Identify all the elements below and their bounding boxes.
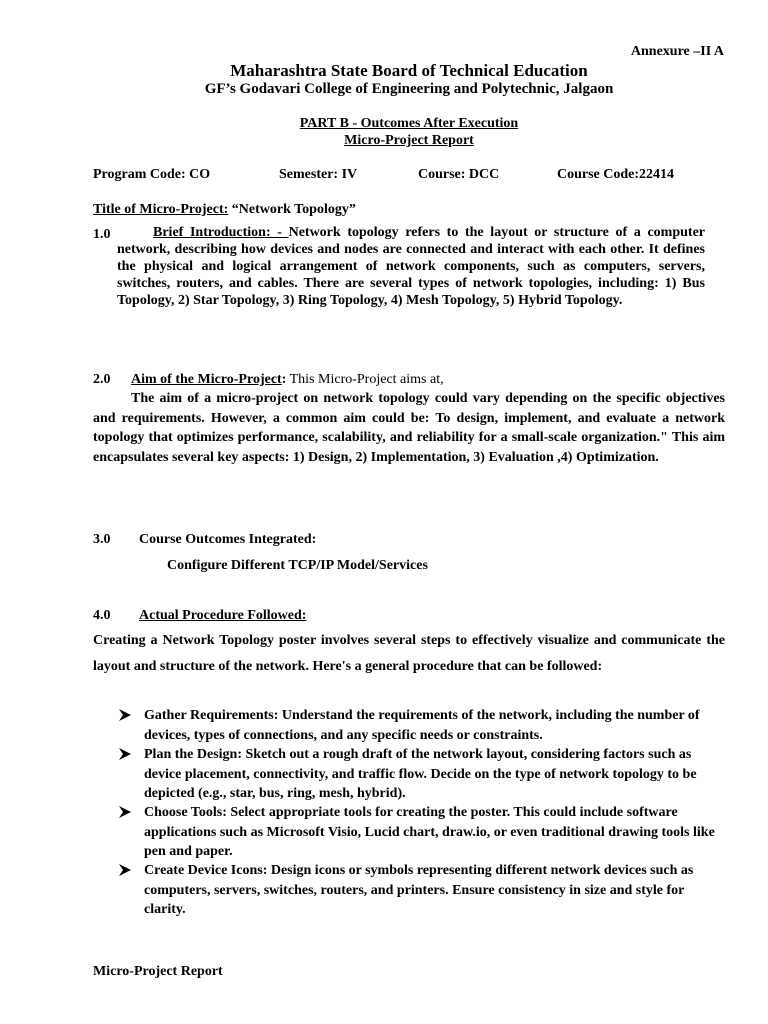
list-item: [118, 745, 728, 804]
section-1-heading: Brief Introduction: -: [153, 225, 289, 240]
arrowhead-bullet-icon: [118, 861, 132, 879]
title-value: “Network Topology”: [228, 202, 356, 217]
course-outcome: Configure Different TCP/IP Model/Services: [167, 558, 428, 573]
report-title: Micro-Project Report: [344, 133, 474, 148]
section-1-text: Network topology refers to the layout or structure of a computer network, describing how devices and nodes are connected and interact with each other. It defines the physical and logical arrangement of network components, such as computers, servers, switches, routers, and cables. There are several types of network topologies, including: 1) Bus Topology, 2) Star Topology, 3) Ring Topology, 4) Mesh Topology, 5) Hybrid Topology.: [117, 225, 705, 308]
college-name: GF’s Godavari College of Engineering and Polytechnic, Jalgaon: [204, 81, 614, 97]
section-4-number: 4.0: [93, 608, 111, 623]
board-title: Maharashtra State Board of Technical Education: [230, 61, 588, 80]
section-2-heading-line: [131, 371, 444, 388]
section-3-heading: Course Outcomes Integrated:: [139, 532, 317, 547]
title-label: Title of Micro-Project:: [93, 202, 229, 217]
bullet-text: Plan the Design: Sketch out a rough draft of the network layout, considering factors such as device placement, connectivity, and traffic flow. Decide on the type of network topology to be depicted (e.g., star, bus, ring, mesh, hybrid).: [144, 747, 697, 801]
section-2-colon: :: [281, 372, 287, 387]
course: Course: DCC: [418, 167, 500, 182]
program-code: Program Code: CO: [93, 167, 211, 182]
section-1-body: [117, 224, 705, 309]
section-1-number: 1.0: [93, 227, 111, 242]
section-3-number: 3.0: [93, 532, 111, 547]
section-2-text: The aim of a micro-project on network topology could vary depending on the specific objectives and requirements. However, a common aim could be: To design, implement, and evaluate a network topology that optimizes performance, scalability, and reliability for a small-scale organization." This aim encapsulates several key aspects: 1) Design, 2) Implementation, 3) Evaluation ,4) Optimization.: [93, 391, 725, 465]
micro-project-title: [93, 201, 356, 218]
part-heading: PART B - Outcomes After Execution: [299, 116, 519, 131]
page-footer: Micro-Project Report: [93, 964, 223, 979]
bullet-text: Gather Requirements: Understand the requirements of the network, including the number of devices, types of connections, and any specific needs or constraints.: [144, 708, 700, 743]
section-4-heading: Actual Procedure Followed:: [139, 608, 307, 623]
arrowhead-bullet-icon: [118, 803, 132, 821]
arrowhead-bullet-icon: [118, 706, 132, 724]
arrowhead-bullet-icon: [118, 745, 132, 763]
list-item: [118, 803, 728, 862]
section-2-lead: This Micro-Project aims at,: [286, 372, 444, 387]
section-4-intro: Creating a Network Topology poster involves several steps to effectively visualize and communicate the layout and structure of the network. Here's a general procedure that can be followed:: [93, 633, 725, 674]
section-2-number: 2.0: [93, 372, 111, 387]
annexure-label: Annexure –II A: [630, 44, 724, 59]
course-code: Course Code:22414: [557, 167, 675, 182]
section-2-heading: Aim of the Micro-Project: [131, 372, 282, 387]
bullet-text: Choose Tools: Select appropriate tools for creating the poster. This could include software applications such as Microsoft Visio, Lucid chart, draw.io, or even traditional drawing tools like pen and paper.: [144, 805, 715, 859]
list-item: [118, 706, 728, 745]
bullet-text: Create Device Icons: Design icons or symbols representing different network devices such as computers, servers, switches, routers, and printers. Ensure consistency in size and style for clarity.: [144, 863, 694, 917]
semester: Semester: IV: [279, 167, 358, 182]
list-item: [118, 861, 728, 920]
